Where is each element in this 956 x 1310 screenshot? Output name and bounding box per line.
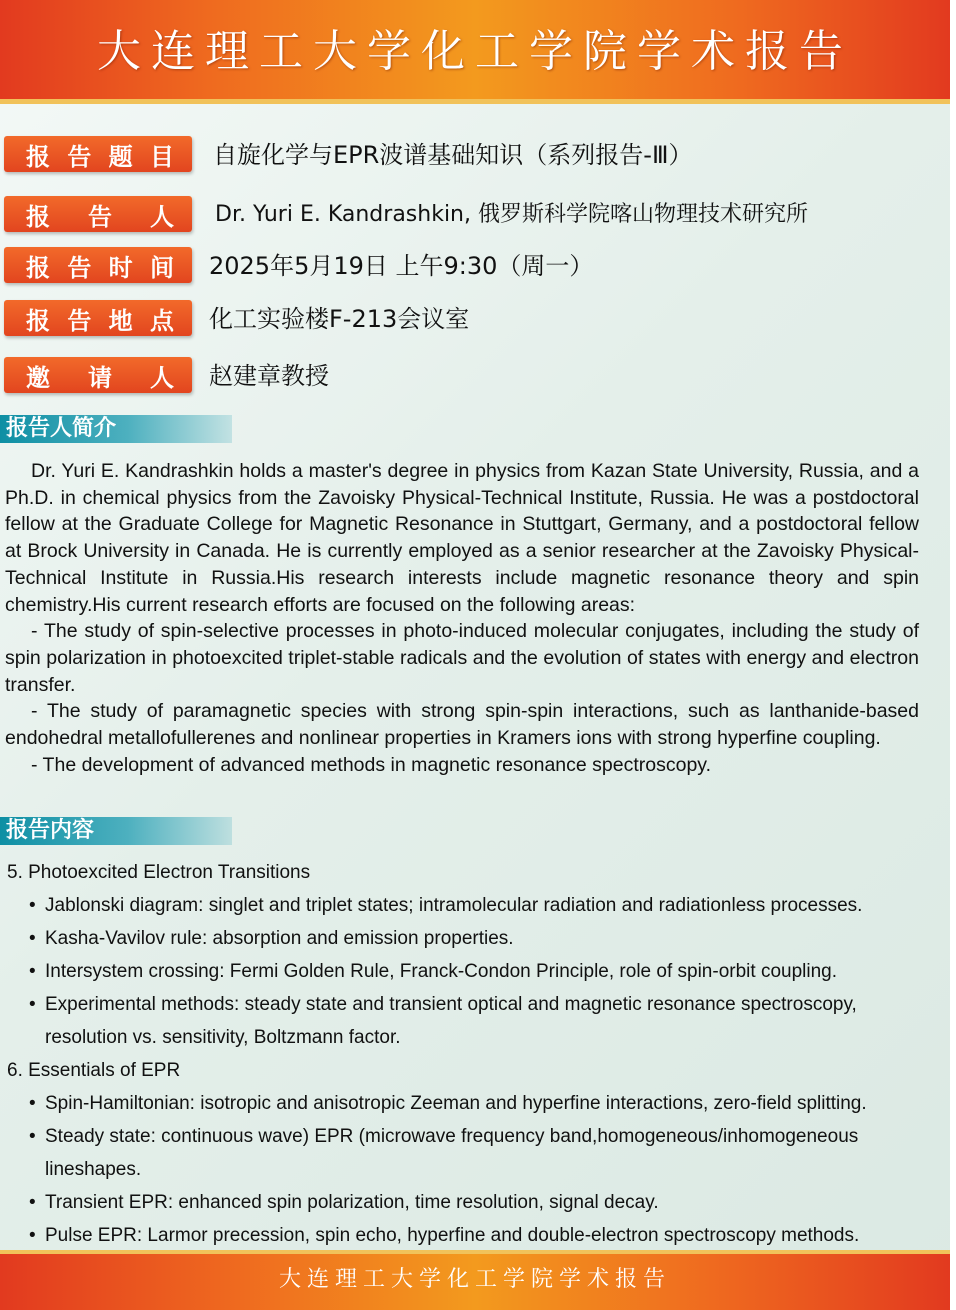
bio-research-item: - The study of spin-selective processes in photo-induced molecular conjugates, including the study of spin polarization in photoexcited triplet-stable radicals and the evolution of states with energy and electron transfer. — [5, 620, 919, 696]
label-char: 目 — [149, 142, 174, 171]
bullet-icon: • — [29, 1225, 36, 1246]
outline-bullet — [7, 955, 925, 988]
bullet-icon: • — [29, 961, 36, 982]
bullet-text: Jablonski diagram: singlet and triplet states; intramolecular radiation and radiationless processes. — [45, 895, 863, 916]
label-char: 报 — [26, 306, 50, 335]
content-heading: 报告内容 — [6, 818, 95, 843]
bio-paragraph: Dr. Yuri E. Kandrashkin holds a master's degree in physics from Kazan State University, Russia, and a Ph.D. in chemical physics from the Zavoisky Physical-Technical Institute, Russia. He was a postdoctoral fellow at the Graduate College for Magnetic Resonance in Stuttgart, Germany, and a postdoctoral fellow at Brock University in Canada. He is currently employed as a senior researcher at the Zavoisky Physical-Technical Institute in Russia.His research interests include magnetic resonance theory and spin chemistry.His current research efforts are focused on the following areas: — [5, 460, 919, 616]
bio-heading: 报告人简介 — [6, 416, 117, 441]
bullet-text: Pulse EPR: Larmor precession, spin echo, hyperfine and double-electron spectroscopy methods. — [45, 1225, 860, 1246]
label-char: 邀 — [26, 363, 50, 392]
bio-research-item: - The development of advanced methods in magnetic resonance spectroscopy. — [31, 753, 712, 776]
topic-label — [4, 136, 192, 172]
outline-bullet — [7, 1186, 925, 1219]
bullet-text: Intersystem crossing: Fermi Golden Rule, Franck-Condon Principle, role of spin-orbit coupling. — [45, 961, 837, 982]
talk-outline — [7, 856, 925, 1252]
bullet-text: Transient EPR: enhanced spin polarization, time resolution, signal decay. — [45, 1192, 659, 1213]
outline-bullet — [7, 889, 925, 922]
label-char: 告 — [67, 253, 92, 282]
time-label — [4, 247, 192, 283]
footer-banner — [0, 1250, 950, 1310]
label-char: 告 — [67, 142, 92, 171]
time-value: 2025年5月19日 上午9:30（周一） — [209, 252, 594, 280]
footer-title: 大连理工大学化工学院学术报告 — [278, 1267, 671, 1292]
host-label — [4, 357, 192, 393]
speaker-label — [4, 196, 192, 232]
label-char: 告 — [67, 306, 92, 335]
label-char: 点 — [149, 306, 174, 335]
label-char: 告 — [88, 202, 112, 231]
bullet-icon: • — [29, 1126, 36, 1147]
bullet-icon: • — [29, 994, 36, 1015]
label-char: 请 — [88, 363, 112, 392]
content-section-tab — [0, 817, 232, 845]
label-char: 间 — [149, 253, 174, 282]
speaker-bio — [5, 458, 919, 778]
outline-bullet — [7, 988, 925, 1054]
header-banner — [0, 0, 950, 104]
label-char: 题 — [108, 142, 133, 171]
host-value: 赵建章教授 — [209, 362, 329, 390]
bullet-text: Kasha-Vavilov rule: absorption and emission properties. — [45, 928, 514, 949]
location-value: 化工实验楼F-213会议室 — [209, 305, 470, 333]
topic-value: 自旋化学与EPR波谱基础知识（系列报告-Ⅲ） — [213, 141, 693, 169]
header-title: 大连理工大学化工学院学术报告 — [97, 26, 853, 77]
bio-research-item: - The study of paramagnetic species with strong spin-spin interactions, such as lanthanide-based endohedral metallofullerenes and nonlinear properties in Kramers ions with strong hyperfine coupling. — [5, 700, 919, 750]
label-char: 报 — [26, 142, 50, 171]
speaker-value: Dr. Yuri E. Kandrashkin, 俄罗斯科学院喀山物理技术研究所 — [215, 202, 808, 227]
bullet-text: Spin-Hamiltonian: isotropic and anisotropic Zeeman and hyperfine interactions, zero-field splitting. — [45, 1093, 867, 1114]
bio-section-tab — [0, 415, 232, 443]
bullet-icon: • — [29, 928, 36, 949]
label-char: 报 — [26, 202, 50, 231]
outline-bullet — [7, 1087, 925, 1120]
bullet-text: Experimental methods: steady state and transient optical and magnetic resonance spectroscopy, resolution vs. sensitivity, Boltzmann factor. — [45, 994, 857, 1048]
bullet-icon: • — [29, 1192, 36, 1213]
outline-bullet — [7, 922, 925, 955]
outline-section-title: 5. Photoexcited Electron Transitions — [7, 862, 311, 883]
label-char: 人 — [150, 202, 174, 231]
label-char: 地 — [108, 306, 133, 335]
outline-bullet — [7, 1120, 925, 1186]
outline-bullet — [7, 1219, 925, 1252]
location-label — [4, 300, 192, 336]
label-char: 时 — [108, 253, 133, 282]
label-char: 人 — [150, 363, 174, 392]
bullet-icon: • — [29, 1093, 36, 1114]
outline-section-title: 6. Essentials of EPR — [7, 1060, 181, 1081]
bullet-icon: • — [29, 895, 36, 916]
bullet-text: Steady state: continuous wave) EPR (microwave frequency band,homogeneous/inhomogeneous lineshapes. — [45, 1126, 859, 1180]
label-char: 报 — [26, 253, 50, 282]
